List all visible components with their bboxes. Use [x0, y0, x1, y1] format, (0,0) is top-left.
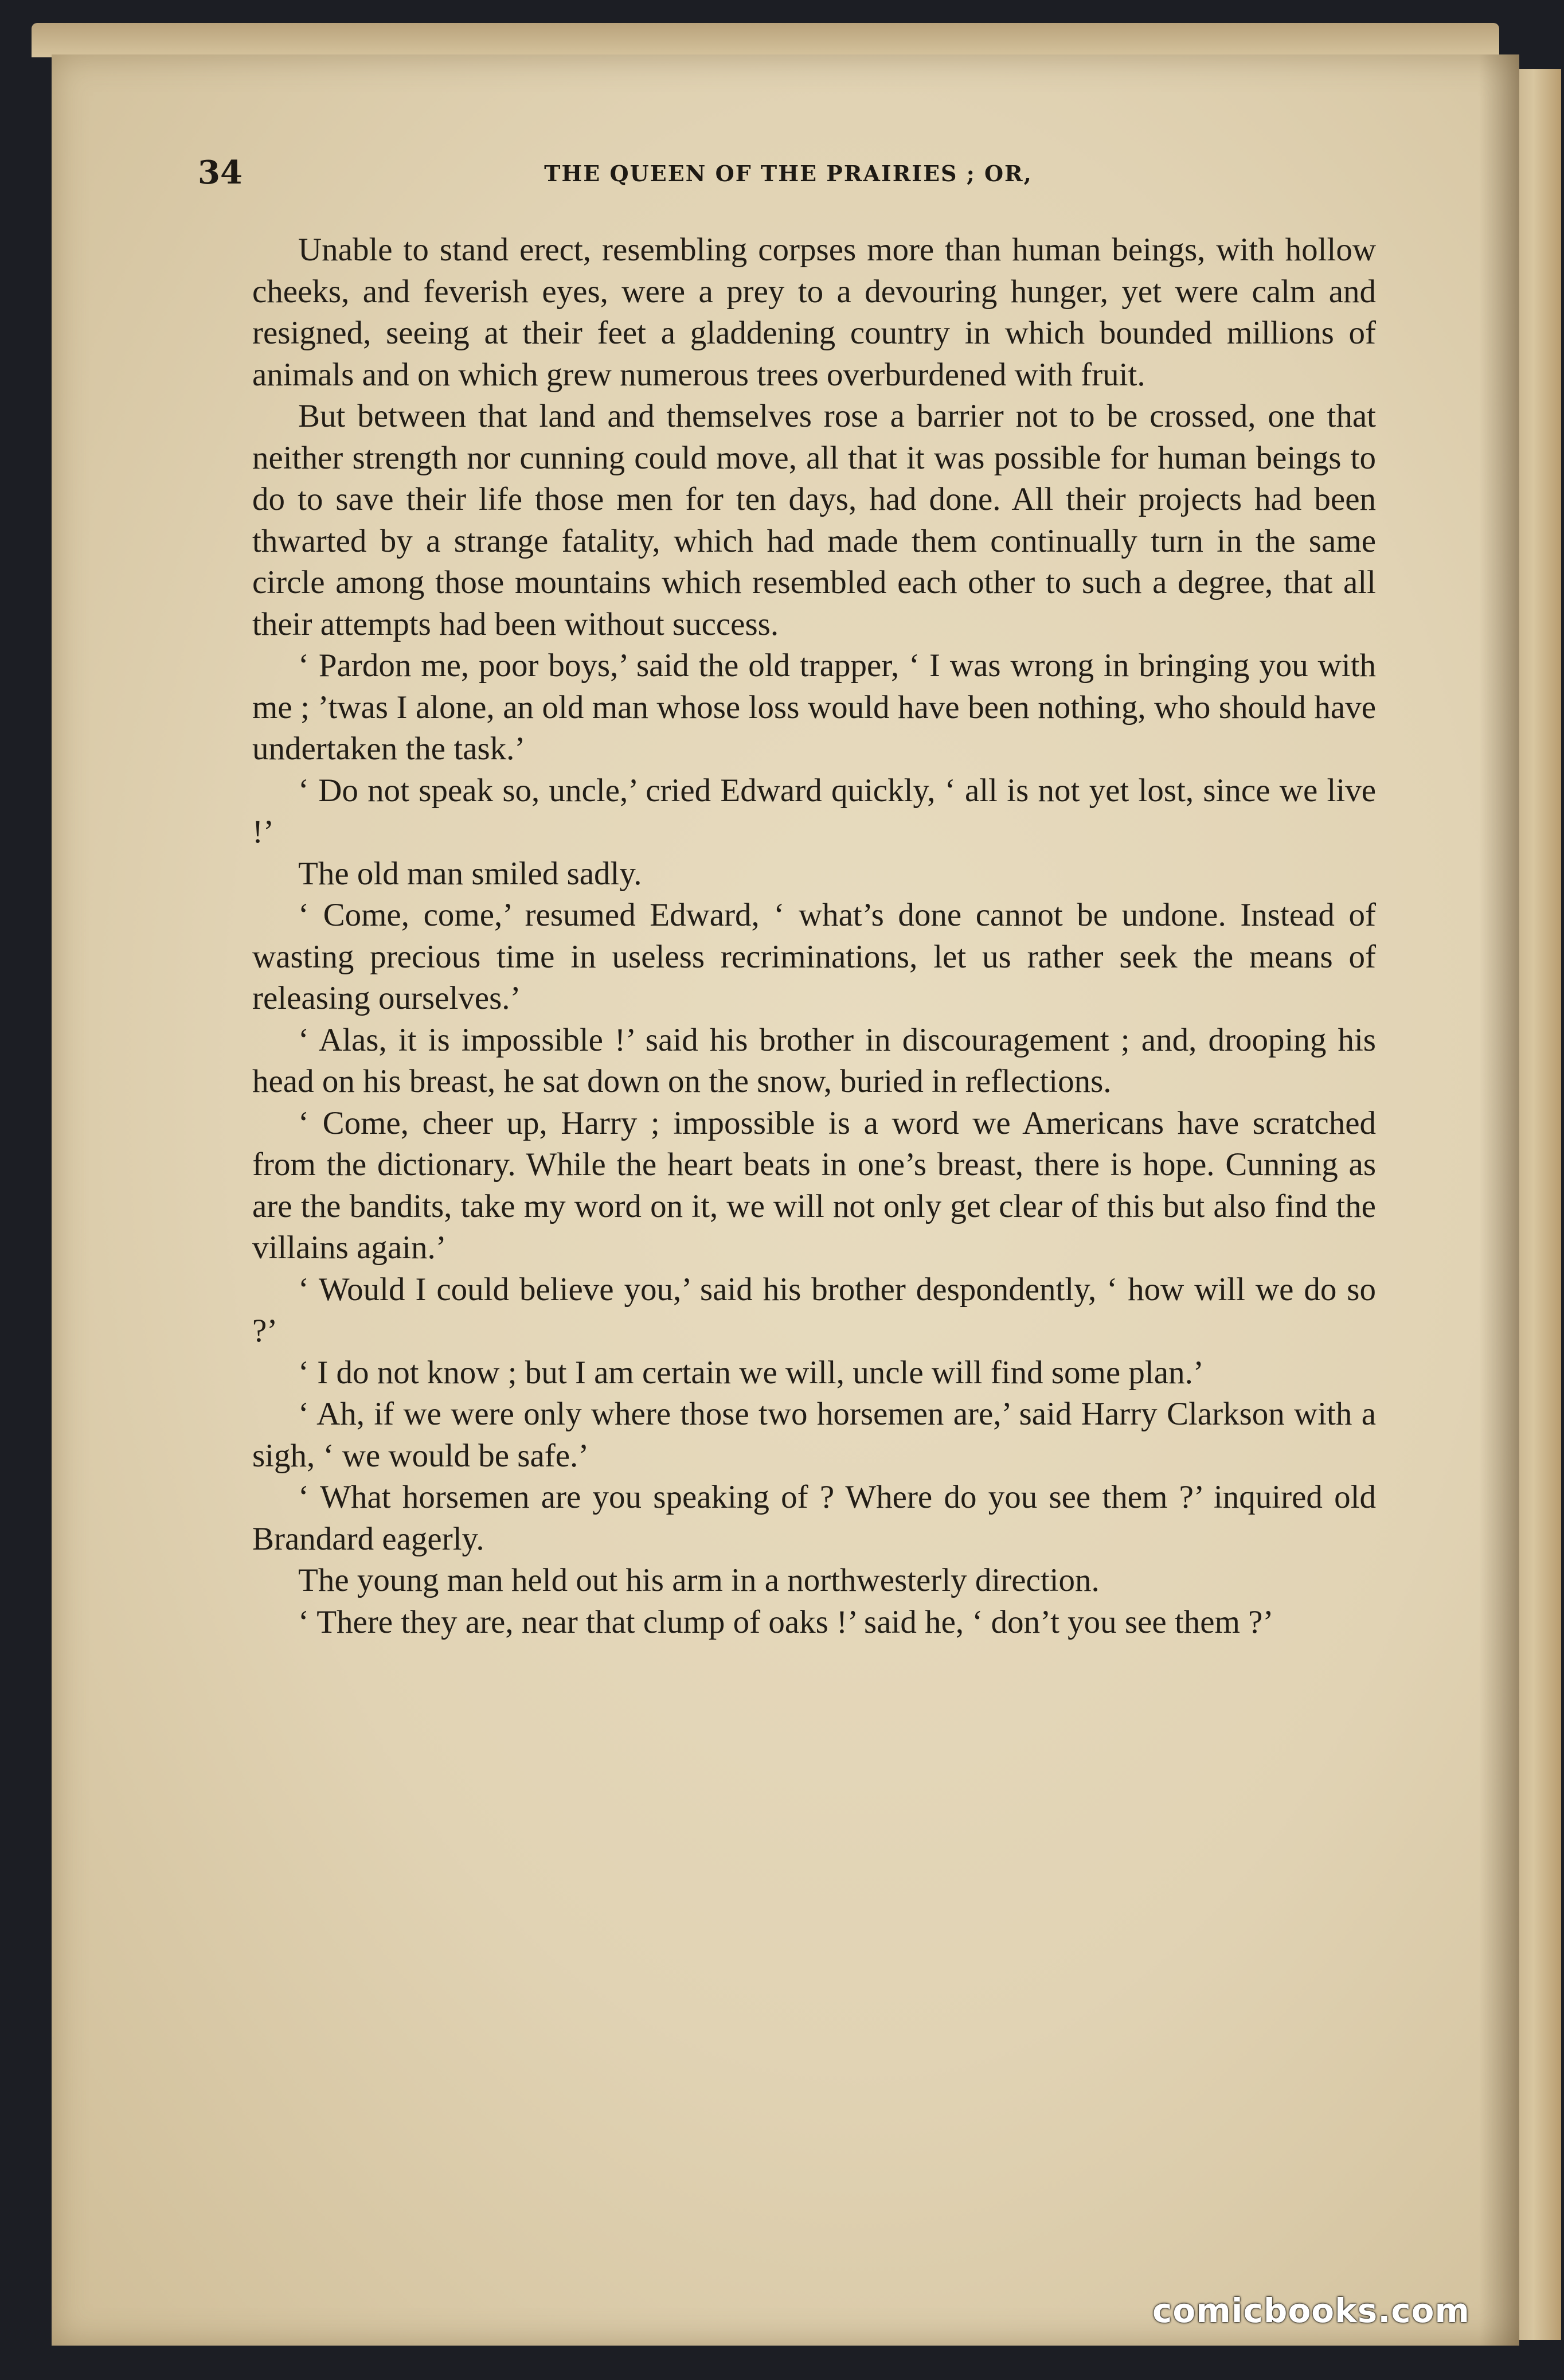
paragraph: ‘ Come, cheer up, Harry ; impossible is a word we Americans have scratched from the dictionary. While the heart beats in one’s breast, there is hope. Cunning as are the bandits, take my word on it, we will not only get clear of this but also find the villains again.’	[252, 1105, 1376, 1266]
paragraph: ‘ Alas, it is impossible !’ said his brother in discouragement ; and, drooping his head on his breast, he sat down on the snow, buried in reflections.	[252, 1021, 1376, 1099]
running-head: THE QUEEN OF THE PRAIRIES ; OR,	[544, 161, 1033, 186]
body-text	[252, 229, 1376, 1643]
paragraph: ‘ I do not know ; but I am certain we will, uncle will find some plan.’	[298, 1354, 1204, 1391]
page-number: 34	[198, 154, 243, 192]
paragraph: ‘ Pardon me, poor boys,’ said the old trapper, ‘ I was wrong in bringing you with me ; ’twas I alone, an old man whose loss would have been nothing, who should have undertaken the task.’	[252, 647, 1376, 767]
binding-shadow	[1479, 54, 1519, 2346]
paragraph: ‘ Do not speak so, uncle,’ cried Edward quickly, ‘ all is not yet lost, since we live !’	[252, 772, 1376, 850]
watermark: comicbooks.com	[1152, 2291, 1470, 2330]
page-header	[198, 154, 1379, 205]
book-top-edge	[32, 23, 1499, 57]
paragraph: But between that land and themselves rose a barrier not to be crossed, one that neither strength nor cunning could move, all that it was possible for human beings to do to save their life those men for ten days, had done. All their projects had been thwarted by a strange fatality, which had made them continually turn in the same circle among those mountains which resembled each other to such a degree, that all their attempts had been without success.	[252, 398, 1376, 642]
paragraph: ‘ There they are, near that clump of oaks !’ said he, ‘ don’t you see them ?’	[298, 1603, 1274, 1640]
paragraph: Unable to stand erect, resembling corpses more than human beings, with hollow cheeks, and feverish eyes, were a prey to a devouring hunger, yet were calm and resigned, seeing at their feet a gladdening country in which bounded millions of animals and on which grew numerous trees overburdened with fruit.	[252, 232, 1376, 393]
paragraph: ‘ Ah, if we were only where those two horsemen are,’ said Harry Clarkson with a sigh, ‘ we would be safe.’	[252, 1396, 1376, 1474]
paragraph: The old man smiled sadly.	[298, 855, 642, 892]
paragraph: ‘ Would I could believe you,’ said his brother despondently, ‘ how will we do so ?’	[252, 1271, 1376, 1349]
paragraph: ‘ Come, come,’ resumed Edward, ‘ what’s done cannot be undone. Instead of wasting precious time in useless recriminations, let us rather seek the means of releasing ourselves.’	[252, 897, 1376, 1016]
paragraph: ‘ What horsemen are you speaking of ? Where do you see them ?’ inquired old Brandard eagerly.	[252, 1479, 1376, 1557]
paragraph: The young man held out his arm in a northwesterly direction.	[298, 1562, 1100, 1598]
facing-page-edge	[1514, 69, 1561, 2340]
